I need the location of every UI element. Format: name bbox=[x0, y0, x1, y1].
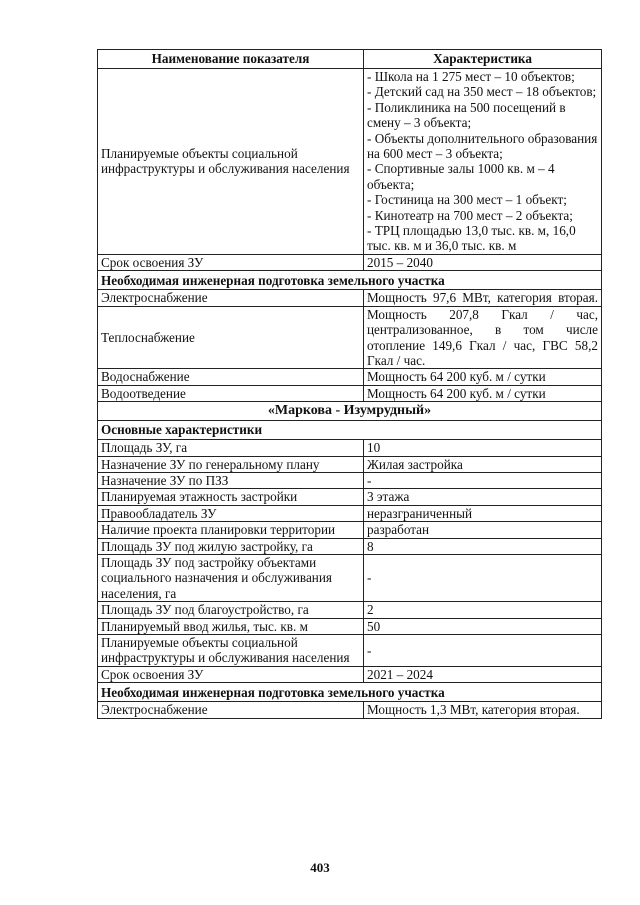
row-label: Площадь ЗУ под жилую застройку, га bbox=[98, 538, 364, 554]
row-value: - bbox=[364, 472, 602, 488]
table-row bbox=[98, 505, 602, 521]
characteristics-table bbox=[97, 49, 602, 719]
term-label: Срок освоения ЗУ bbox=[98, 254, 364, 270]
table-row bbox=[98, 306, 602, 369]
header-indicator-name: Наименование показателя bbox=[98, 50, 364, 69]
list-item: - Школа на 1 275 мест – 10 объектов; bbox=[367, 69, 575, 84]
row-value: - bbox=[364, 554, 602, 601]
social-objects-label: Планируемые объекты социальной инфраструктуры и обслуживания населения bbox=[98, 69, 364, 255]
table-row bbox=[98, 290, 602, 306]
table-row bbox=[98, 666, 602, 682]
row-value: 50 bbox=[364, 618, 602, 634]
table-row bbox=[98, 618, 602, 634]
table-row bbox=[98, 472, 602, 488]
sewer-value: Мощность 64 200 куб. м / сутки bbox=[364, 385, 602, 401]
list-item: - Гостиница на 300 мест – 1 объект; bbox=[367, 192, 567, 208]
page-number: 403 bbox=[310, 860, 330, 875]
list-item: - Кинотеатр на 700 мест – 2 объекта; bbox=[367, 207, 573, 223]
row-label: Площадь ЗУ под застройку объектами социального назначения и обслуживания населения, га bbox=[98, 554, 364, 601]
row-label: Планируемый ввод жилья, тыс. кв. м bbox=[98, 618, 364, 634]
row-label: Правообладатель ЗУ bbox=[98, 505, 364, 521]
row-value: разработан bbox=[364, 522, 602, 538]
engineering-section-header-2: Необходимая инженерная подготовка земельного участка bbox=[98, 683, 602, 702]
row-label: Площадь ЗУ под благоустройство, га bbox=[98, 602, 364, 618]
row-label: Планируемые объекты социальной инфраструктуры и обслуживания населения bbox=[98, 635, 364, 667]
row-value: - bbox=[364, 635, 602, 667]
heat-value: Мощность 207,8 Гкал / час, централизованное, в том числе отопление 149,6 Гкал / час, ГВС 58,2 Гкал / час. bbox=[364, 306, 602, 369]
table-row bbox=[98, 456, 602, 472]
row-value: 8 bbox=[364, 538, 602, 554]
table-row bbox=[98, 602, 602, 618]
header-characteristic: Характеристика bbox=[364, 50, 602, 69]
row-label: Планируемая этажность застройки bbox=[98, 489, 364, 505]
power-label-2: Электроснабжение bbox=[98, 702, 364, 718]
section-header-row bbox=[98, 421, 602, 440]
table-row bbox=[98, 254, 602, 270]
engineering-section-header: Необходимая инженерная подготовка земельного участка bbox=[98, 271, 602, 290]
section-header-row bbox=[98, 683, 602, 702]
row-value: 2 bbox=[364, 602, 602, 618]
site-title: «Маркова - Изумрудный» bbox=[98, 402, 602, 421]
list-item: - Спортивные залы 1000 кв. м – 4 объекта; bbox=[367, 161, 555, 192]
list-item: - Объекты дополнительного образования на 600 мест – 3 объекта; bbox=[367, 130, 598, 162]
table-row bbox=[98, 489, 602, 505]
row-label: Наличие проекта планировки территории bbox=[98, 522, 364, 538]
term-value: 2015 – 2040 bbox=[364, 254, 602, 270]
table-row bbox=[98, 635, 602, 667]
table-header-row bbox=[98, 50, 602, 69]
table-row bbox=[98, 702, 602, 718]
water-label: Водоснабжение bbox=[98, 369, 364, 385]
power-value: Мощность 97,6 МВт, категория вторая. bbox=[364, 290, 602, 306]
table-row bbox=[98, 69, 602, 255]
section-header-row bbox=[98, 271, 602, 290]
table-row bbox=[98, 385, 602, 401]
heat-label: Теплоснабжение bbox=[98, 306, 364, 369]
row-value: Жилая застройка bbox=[364, 456, 602, 472]
sewer-label: Водоотведение bbox=[98, 385, 364, 401]
list-item: - Детский сад на 350 мест – 18 объектов; bbox=[367, 84, 597, 100]
section-title-row bbox=[98, 402, 602, 421]
row-value: 10 bbox=[364, 440, 602, 456]
row-label: Назначение ЗУ по генеральному плану bbox=[98, 456, 364, 472]
power-label: Электроснабжение bbox=[98, 290, 364, 306]
table-row bbox=[98, 522, 602, 538]
row-value: 2021 – 2024 bbox=[364, 666, 602, 682]
row-label: Срок освоения ЗУ bbox=[98, 666, 364, 682]
row-label: Площадь ЗУ, га bbox=[98, 440, 364, 456]
main-characteristics-header: Основные характеристики bbox=[98, 421, 602, 440]
row-value: неразграниченный bbox=[364, 505, 602, 521]
water-value: Мощность 64 200 куб. м / сутки bbox=[364, 369, 602, 385]
list-item: - ТРЦ площадью 13,0 тыс. кв. м, 16,0 тыс. кв. м и 36,0 тыс. кв. м bbox=[367, 223, 576, 254]
power-value-2: Мощность 1,3 МВт, категория вторая. bbox=[364, 702, 602, 718]
table-row bbox=[98, 369, 602, 385]
table-row bbox=[98, 554, 602, 601]
row-value: 3 этажа bbox=[364, 489, 602, 505]
table-row bbox=[98, 538, 602, 554]
row-label: Назначение ЗУ по ПЗЗ bbox=[98, 472, 364, 488]
social-objects-list bbox=[364, 69, 602, 255]
list-item: - Поликлиника на 500 посещений в смену – 3 объекта; bbox=[367, 99, 566, 131]
table-row bbox=[98, 440, 602, 456]
